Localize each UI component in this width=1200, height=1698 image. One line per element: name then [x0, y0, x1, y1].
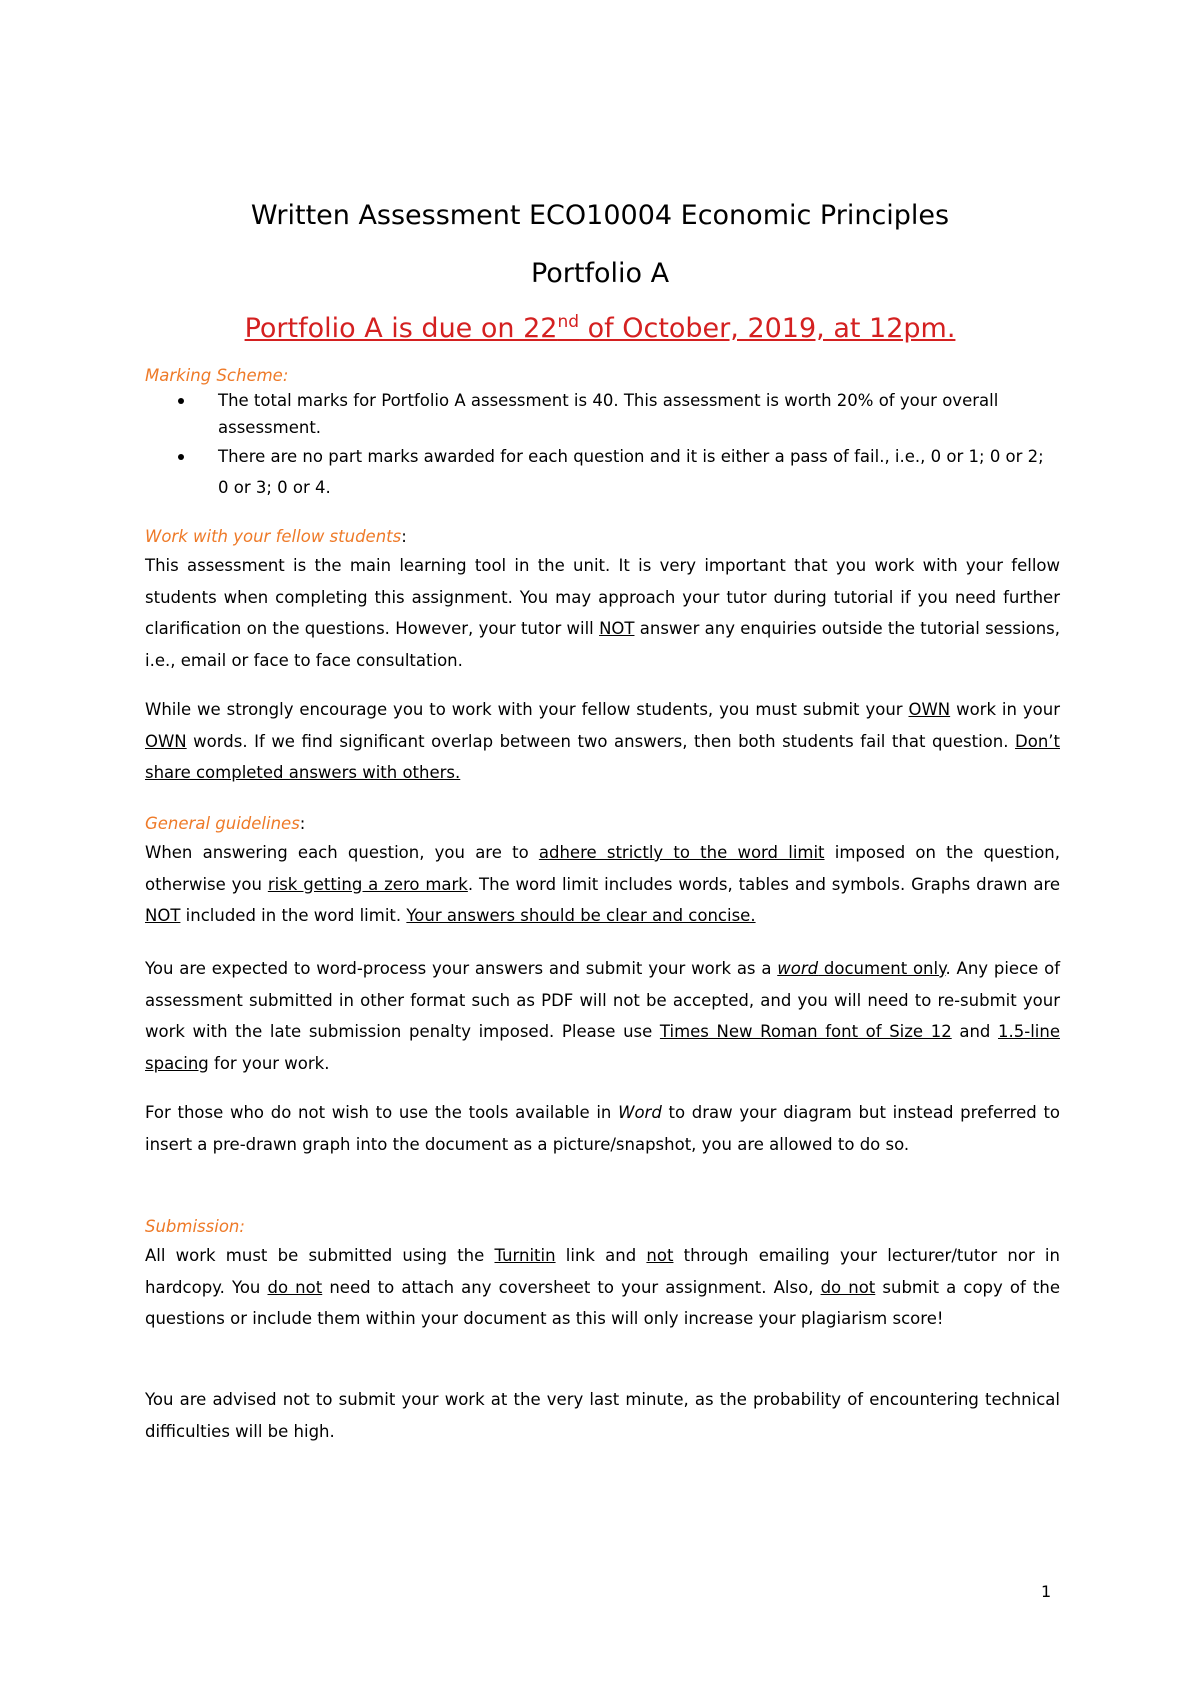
bullet-icon: [178, 398, 184, 404]
emphasis-not: NOT: [145, 906, 181, 925]
emphasis-font: Times New Roman font of Size 12: [659, 1022, 952, 1041]
emphasis-turnitin: Turnitin: [494, 1246, 556, 1265]
page-number: 1: [1041, 1582, 1052, 1601]
emphasis-do-not: do not: [267, 1277, 323, 1297]
text-run: . Any piece of assessment submitted in other format such as PDF will not be accepted, and you will need to re-submit your work with the late submission penalty imposed. Please use: [145, 959, 1061, 1041]
list-item-text: The total marks for Portfolio A assessment is 40. This assessment is worth 20% of your overall assessment.: [218, 391, 999, 437]
text-run: While we strongly encourage you to work with your fellow students, you must submit your: [145, 700, 909, 719]
emphasis-own: OWN: [145, 731, 187, 751]
text-run: for your work.: [208, 1053, 330, 1073]
fellow-students-heading: [145, 527, 407, 546]
due-date-suffix: nd: [557, 312, 580, 332]
text-run: link and: [555, 1246, 647, 1265]
text-run: You are expected to word-process your answers and submit your work as a: [145, 959, 778, 978]
text-run: need to attach any coversheet to your assignment. Also,: [322, 1277, 821, 1297]
emphasis-word-limit: adhere strictly to the word limit: [538, 843, 825, 862]
submission-paragraph-1: [145, 1240, 1060, 1335]
submission-heading: Submission:: [145, 1217, 245, 1236]
general-guidelines-paragraph-3: [145, 1097, 1060, 1160]
emphasis-line-spacing: 1.5-line spacing: [145, 1022, 1060, 1073]
due-date-text-end: of October, 2019, at 12pm.: [579, 313, 956, 344]
text-run: to draw your diagram but instead preferred to insert a pre-drawn graph into the document as a picture/snapshot, you are allowed to do so.: [145, 1103, 1061, 1154]
text-run: This assessment is the main learning tool in the unit. It is very important that you work with your fellow students when completing this assignment. You may approach your tutor during tutorial if you need further clarification on the questions. However, your tutor will: [145, 556, 1060, 638]
bullet-icon: [178, 454, 184, 460]
heading-colon: :: [401, 527, 407, 546]
text-run: answer any enquiries outside the tutorial sessions, i.e., email or face to face consultation.: [145, 619, 1061, 670]
text-run: through emailing your lecturer/tutor nor in hardcopy. You: [145, 1246, 1060, 1297]
general-guidelines-paragraph-2: [145, 953, 1060, 1079]
text-run: words. If we find significant overlap between two answers, then both students fail that question.: [186, 731, 1016, 751]
emphasis-word: word: [777, 959, 819, 978]
list-item: [172, 441, 1052, 503]
document-subtitle: Portfolio A: [530, 258, 670, 289]
text-run: work in your: [950, 700, 1060, 719]
text-run: For those who do not wish to use the tools available in: [145, 1103, 619, 1122]
text-run: and: [951, 1022, 998, 1041]
emphasis-clear-concise: Your answers should be clear and concise.: [406, 906, 756, 925]
general-guidelines-paragraph-1: [145, 837, 1060, 932]
list-item-text: There are no part marks awarded for each question and it is either a pass of fail., i.e., 0 or 1; 0 or 2; 0 or 3; 0 or 4.: [218, 447, 1044, 497]
heading-text: General guidelines: [145, 814, 300, 833]
text-run: All work must be submitted using the: [145, 1246, 495, 1265]
document-title: Written Assessment ECO10004 Economic Principles: [250, 200, 950, 231]
text-run: . The word limit includes words, tables and symbols. Graphs drawn are: [467, 874, 1061, 894]
general-guidelines-heading: [145, 814, 305, 833]
text-run: submit a copy of the questions or include them within your document as this will only increase your plagiarism score!: [145, 1277, 1061, 1328]
due-date-text: Portfolio A is due on 22: [244, 313, 558, 344]
fellow-students-paragraph-2: [145, 694, 1060, 789]
emphasis-do-not: do not: [820, 1277, 876, 1297]
emphasis-not: NOT: [599, 619, 635, 638]
text-run: imposed on the question, otherwise you: [145, 843, 1060, 894]
submission-paragraph-2: You are advised not to submit your work at the very last minute, as the probability of encountering technical difficulties will be high.: [145, 1390, 1060, 1441]
emphasis-own: OWN: [908, 700, 951, 719]
text-run: included in the word limit.: [180, 906, 407, 925]
emphasis-zero-mark: risk getting a zero mark: [267, 874, 468, 894]
heading-text: Work with your fellow students: [145, 527, 402, 546]
emphasis-not: not: [646, 1246, 674, 1265]
emphasis-document-only: document only: [818, 959, 946, 978]
fellow-students-paragraph-1: [145, 550, 1060, 676]
list-item: [172, 387, 1052, 441]
marking-scheme-heading: Marking Scheme:: [145, 366, 289, 385]
marking-scheme-list: [172, 387, 1052, 503]
emphasis-word: Word: [618, 1103, 662, 1122]
text-run: When answering each question, you are to: [145, 843, 539, 862]
due-date-notice: [0, 312, 1200, 344]
emphasis-dont-share: Don’t share completed answers with others.: [145, 731, 1060, 782]
heading-colon: :: [299, 814, 306, 833]
